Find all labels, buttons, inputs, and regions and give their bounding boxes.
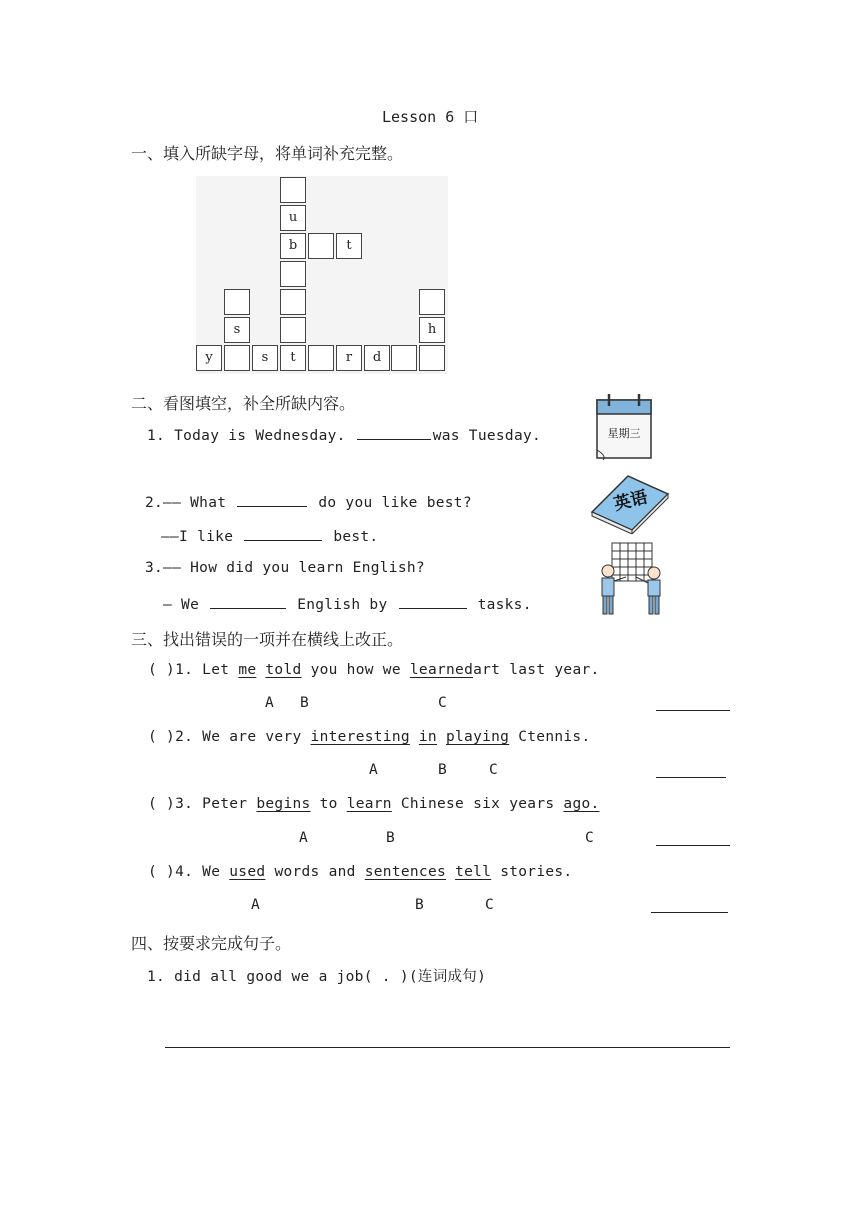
question-3-2: ( )2. We are very interesting in playing Ctennis. xyxy=(148,729,591,745)
answer-paren[interactable]: ( ) xyxy=(148,729,176,745)
answer-blank[interactable] xyxy=(237,492,307,507)
option-label-c: C xyxy=(485,897,495,913)
students-task-illustration xyxy=(596,541,666,617)
crossword-cell[interactable] xyxy=(308,233,334,259)
crossword-cell[interactable]: y xyxy=(196,345,222,371)
correction-line[interactable] xyxy=(656,777,726,778)
crossword-cell[interactable] xyxy=(224,289,250,315)
question-4-1: 1. did all good we a job( . )(连词成句) xyxy=(147,969,487,985)
page-title: Lesson 6 口 xyxy=(382,108,479,126)
option-label-a: A xyxy=(369,762,379,778)
crossword-cell[interactable]: t xyxy=(280,345,306,371)
option-label-c: C xyxy=(438,695,448,711)
correction-line[interactable] xyxy=(656,710,730,711)
calendar-icon xyxy=(593,390,655,462)
question-3-4: ( )4. We used words and sentences tell stories. xyxy=(148,864,573,880)
crossword-cell[interactable] xyxy=(280,317,306,343)
option-label-a: A xyxy=(299,830,309,846)
option-label-b: B xyxy=(300,695,310,711)
option-label-c: C xyxy=(585,830,595,846)
question-2-2: 2.—— What do you like best? xyxy=(145,492,472,511)
crossword-cell[interactable]: h xyxy=(419,317,445,343)
answer-blank[interactable] xyxy=(399,594,467,609)
section1-heading: 一、填入所缺字母，将单词补充完整。 xyxy=(131,144,404,163)
crossword-cell[interactable]: r xyxy=(336,345,362,371)
correction-line[interactable] xyxy=(656,845,730,846)
svg-text:英语: 英语 xyxy=(611,487,650,515)
answer-blank[interactable] xyxy=(357,425,431,440)
correction-line[interactable] xyxy=(651,912,728,913)
crossword-cell[interactable]: s xyxy=(252,345,278,371)
crossword-cell[interactable] xyxy=(280,261,306,287)
crossword-cell[interactable]: t xyxy=(336,233,362,259)
crossword-cell[interactable]: d xyxy=(364,345,390,371)
section4-heading: 四、按要求完成句子。 xyxy=(131,934,292,953)
option-label-b: B xyxy=(438,762,448,778)
english-book-icon xyxy=(588,472,670,534)
option-label-b: B xyxy=(415,897,425,913)
crossword-cell[interactable] xyxy=(308,345,334,371)
question-2-3: 3.—— How did you learn English? xyxy=(145,560,425,576)
svg-text:星期三: 星期三 xyxy=(607,427,641,440)
crossword-cell[interactable] xyxy=(280,289,306,315)
question-3-1: ( )1. Let me told you how we learnedart last year. xyxy=(148,662,600,678)
question-3-3: ( )3. Peter begins to learn Chinese six years ago. xyxy=(148,796,600,812)
answer-paren[interactable]: ( ) xyxy=(148,662,176,678)
section3-heading: 三、找出错误的一项并在横线上改正。 xyxy=(131,630,404,649)
crossword-cell[interactable] xyxy=(419,289,445,315)
crossword-cell[interactable]: b xyxy=(280,233,306,259)
crossword-cell[interactable] xyxy=(391,345,417,371)
question-2-2-reply: ——I like best. xyxy=(161,526,378,545)
answer-line[interactable] xyxy=(165,1047,730,1048)
answer-paren[interactable]: ( ) xyxy=(148,796,176,812)
crossword-cell[interactable] xyxy=(419,345,445,371)
section2-heading: 二、看图填空，补全所缺内容。 xyxy=(131,394,356,413)
answer-blank[interactable] xyxy=(244,526,322,541)
crossword-cell[interactable]: s xyxy=(224,317,250,343)
crossword-cell[interactable] xyxy=(224,345,250,371)
question-2-3-reply: — We English by tasks. xyxy=(163,594,532,613)
option-label-a: A xyxy=(251,897,261,913)
option-label-a: A xyxy=(265,695,275,711)
answer-paren[interactable]: ( ) xyxy=(148,864,176,880)
question-2-1: 1. Today is Wednesday. was Tuesday. xyxy=(147,425,541,444)
option-label-b: B xyxy=(386,830,396,846)
crossword-cell[interactable] xyxy=(280,177,306,203)
option-label-c: C xyxy=(489,762,499,778)
answer-blank[interactable] xyxy=(210,594,286,609)
crossword-cell[interactable]: u xyxy=(280,205,306,231)
